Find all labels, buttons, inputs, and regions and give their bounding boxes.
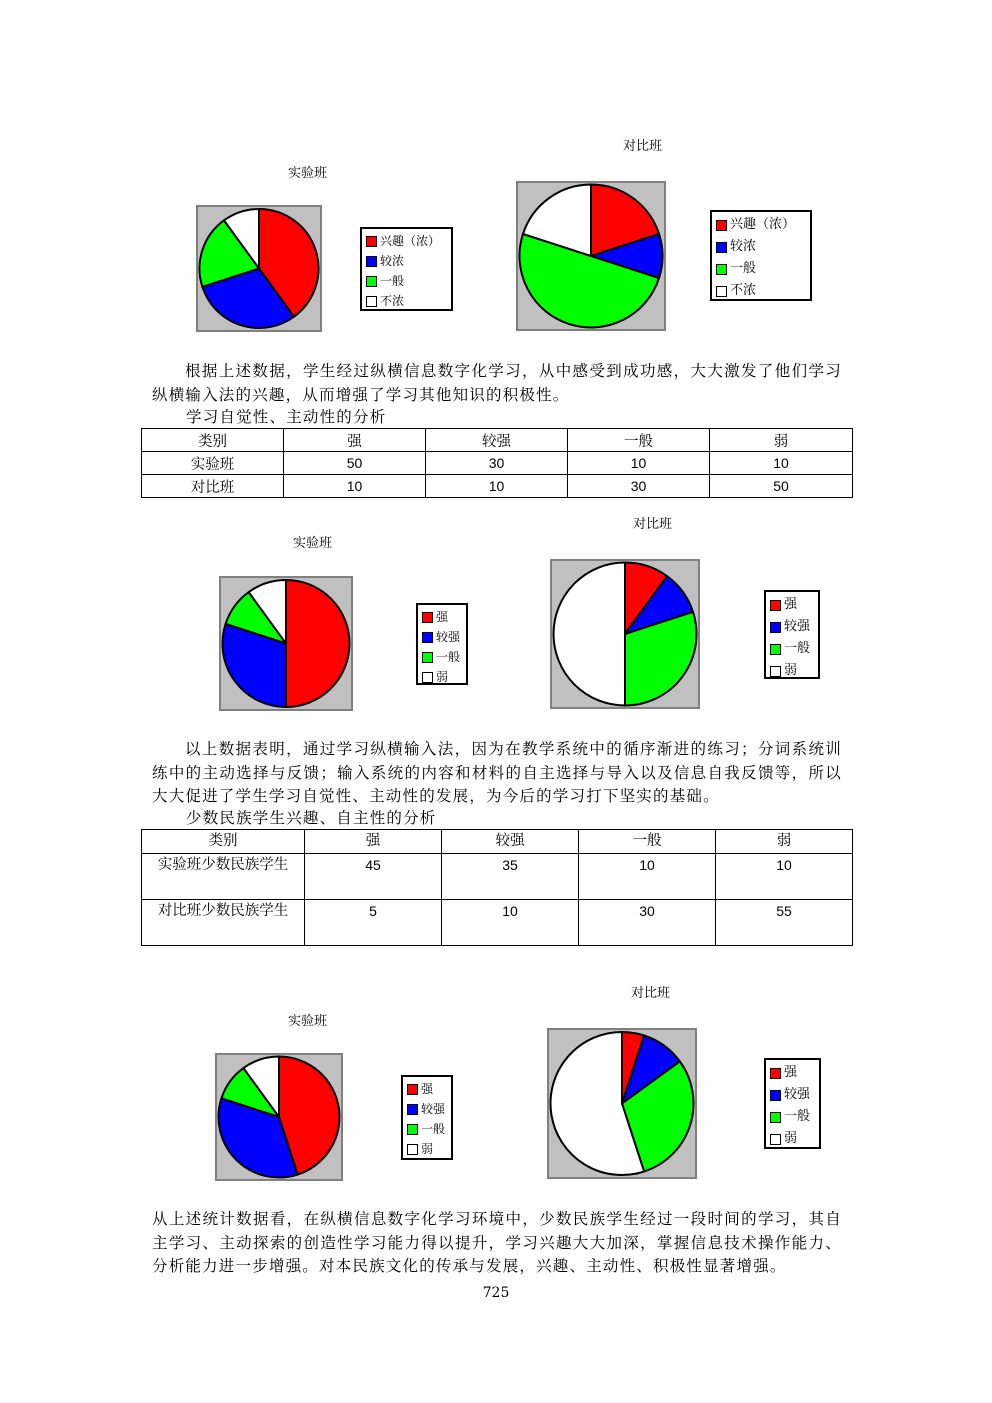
legend-item: 较强: [770, 616, 814, 638]
swatch-icon: [770, 666, 781, 677]
table-header-cell: 强: [305, 830, 442, 854]
table-cell: 10: [710, 452, 853, 475]
legend-item: 一般: [716, 258, 806, 280]
body-paragraph: 根据上述数据，学生经过纵横信息数字化学习，从中感受到成功感，大大激发了他们学习纵横输入法的兴趣，从而增强了学习其他知识的积极性。: [152, 362, 842, 404]
body-paragraph: 从上述统计数据看，在纵横信息数字化学习环境中，少数民族学生经过一段时间的学习，其自主学习、主动探索的创造性学习能力得以提升，学习兴趣大大加深，掌握信息技术操作能力、分析能力进一步增强。对本民族文化的传承与发展，兴趣、主动性、积极性显著增强。: [152, 1210, 842, 1275]
swatch-icon: [770, 1134, 781, 1145]
legend-item: 弱: [770, 1128, 815, 1150]
swatch-icon: [770, 1112, 781, 1123]
section-caption: 少数民族学生兴趣、自主性的分析: [186, 809, 437, 827]
swatch-icon: [422, 632, 433, 643]
pie-chart: [547, 1028, 697, 1179]
legend-item: 弱: [407, 1139, 447, 1159]
table-header-cell: 较强: [426, 429, 568, 452]
pie-chart: [516, 181, 666, 331]
table-row: [142, 900, 853, 946]
table-cell: 实验班少数民族学生: [142, 854, 305, 900]
table-cell: 30: [579, 900, 716, 946]
pie-chart: [550, 559, 700, 709]
legend-item: 兴趣（浓）: [366, 231, 447, 251]
legend-item: 不浓: [366, 291, 447, 311]
swatch-icon: [407, 1104, 418, 1115]
page-number: 725: [482, 1285, 510, 1301]
table-cell: 10: [284, 475, 426, 498]
chart-title: 对比班: [633, 517, 673, 532]
swatch-icon: [716, 220, 727, 231]
chart-legend: [360, 227, 453, 311]
swatch-icon: [770, 622, 781, 633]
chart-legend: [416, 603, 468, 685]
legend-item: 一般: [407, 1119, 447, 1139]
table-cell: 10: [426, 475, 568, 498]
swatch-icon: [716, 242, 727, 253]
swatch-icon: [422, 652, 433, 663]
section-caption: 学习自觉性、主动性的分析: [186, 408, 387, 426]
swatch-icon: [407, 1124, 418, 1135]
swatch-icon: [422, 672, 433, 683]
table-row: [142, 854, 853, 900]
table-header-cell: 弱: [710, 429, 853, 452]
swatch-icon: [366, 236, 377, 247]
chart-title: 实验班: [288, 166, 328, 181]
legend-item: 不浓: [716, 280, 806, 302]
table-cell: 10: [442, 900, 579, 946]
pie-slice-1: [286, 580, 350, 707]
legend-item: 一般: [366, 271, 447, 291]
data-table: [141, 829, 853, 946]
table-cell: 35: [442, 854, 579, 900]
pie-slice-4: [554, 563, 625, 706]
table-cell: 10: [579, 854, 716, 900]
legend-item: 强: [407, 1079, 447, 1099]
data-table: [141, 428, 853, 498]
table-header-cell: 一般: [579, 830, 716, 854]
legend-item: 弱: [770, 660, 814, 682]
legend-item: 强: [770, 594, 814, 616]
chart-title: 实验班: [293, 536, 333, 551]
table-cell: 10: [568, 452, 710, 475]
table-header-cell: 弱: [716, 830, 853, 854]
chart-title: 对比班: [631, 986, 671, 1001]
pie-chart: [215, 1053, 343, 1181]
table-cell: 50: [284, 452, 426, 475]
table-row: [142, 475, 853, 498]
table-header-row: [142, 429, 853, 452]
legend-item: 弱: [422, 667, 462, 687]
chart-title: 对比班: [623, 139, 663, 154]
swatch-icon: [407, 1144, 418, 1155]
table-cell: 对比班少数民族学生: [142, 900, 305, 946]
swatch-icon: [770, 1090, 781, 1101]
pie-chart: [196, 205, 322, 332]
legend-item: 一般: [770, 1106, 815, 1128]
table-cell: 30: [568, 475, 710, 498]
legend-item: 较浓: [366, 251, 447, 271]
table-header-cell: 一般: [568, 429, 710, 452]
swatch-icon: [407, 1084, 418, 1095]
swatch-icon: [770, 1068, 781, 1079]
table-cell: 30: [426, 452, 568, 475]
chart-legend: [764, 590, 820, 679]
table-cell: 10: [716, 854, 853, 900]
body-paragraph: 以上数据表明，通过学习纵横输入法，因为在教学系统中的循序渐进的练习；分词系统训练中的主动选择与反馈；输入系统的内容和材料的自主选择与导入以及信息自我反馈等，所以大大促进了学生学习自觉性、主动性的发展，为今后的学习打下坚实的基础。: [152, 740, 842, 805]
swatch-icon: [366, 276, 377, 287]
swatch-icon: [770, 644, 781, 655]
swatch-icon: [422, 612, 433, 623]
table-header-cell: 类别: [142, 429, 284, 452]
table-cell: 55: [716, 900, 853, 946]
table-cell: 5: [305, 900, 442, 946]
pie-chart: [219, 576, 353, 711]
table-header-cell: 较强: [442, 830, 579, 854]
legend-item: 较强: [422, 627, 462, 647]
legend-item: 一般: [770, 638, 814, 660]
legend-item: 较强: [770, 1084, 815, 1106]
legend-item: 兴趣（浓）: [716, 214, 806, 236]
table-cell: 对比班: [142, 475, 284, 498]
table-header-cell: 强: [284, 429, 426, 452]
legend-item: 较强: [407, 1099, 447, 1119]
swatch-icon: [716, 264, 727, 275]
table-row: [142, 452, 853, 475]
swatch-icon: [366, 296, 377, 307]
legend-item: 强: [770, 1062, 815, 1084]
legend-item: 较浓: [716, 236, 806, 258]
swatch-icon: [366, 256, 377, 267]
chart-legend: [710, 210, 812, 301]
chart-title: 实验班: [288, 1014, 328, 1029]
table-cell: 50: [710, 475, 853, 498]
legend-item: 一般: [422, 647, 462, 667]
table-cell: 实验班: [142, 452, 284, 475]
legend-item: 强: [422, 607, 462, 627]
table-header-cell: 类别: [142, 830, 305, 854]
table-cell: 45: [305, 854, 442, 900]
chart-legend: [401, 1075, 453, 1160]
swatch-icon: [770, 600, 781, 611]
table-header-row: [142, 830, 853, 854]
swatch-icon: [716, 286, 727, 297]
chart-legend: [764, 1058, 821, 1149]
